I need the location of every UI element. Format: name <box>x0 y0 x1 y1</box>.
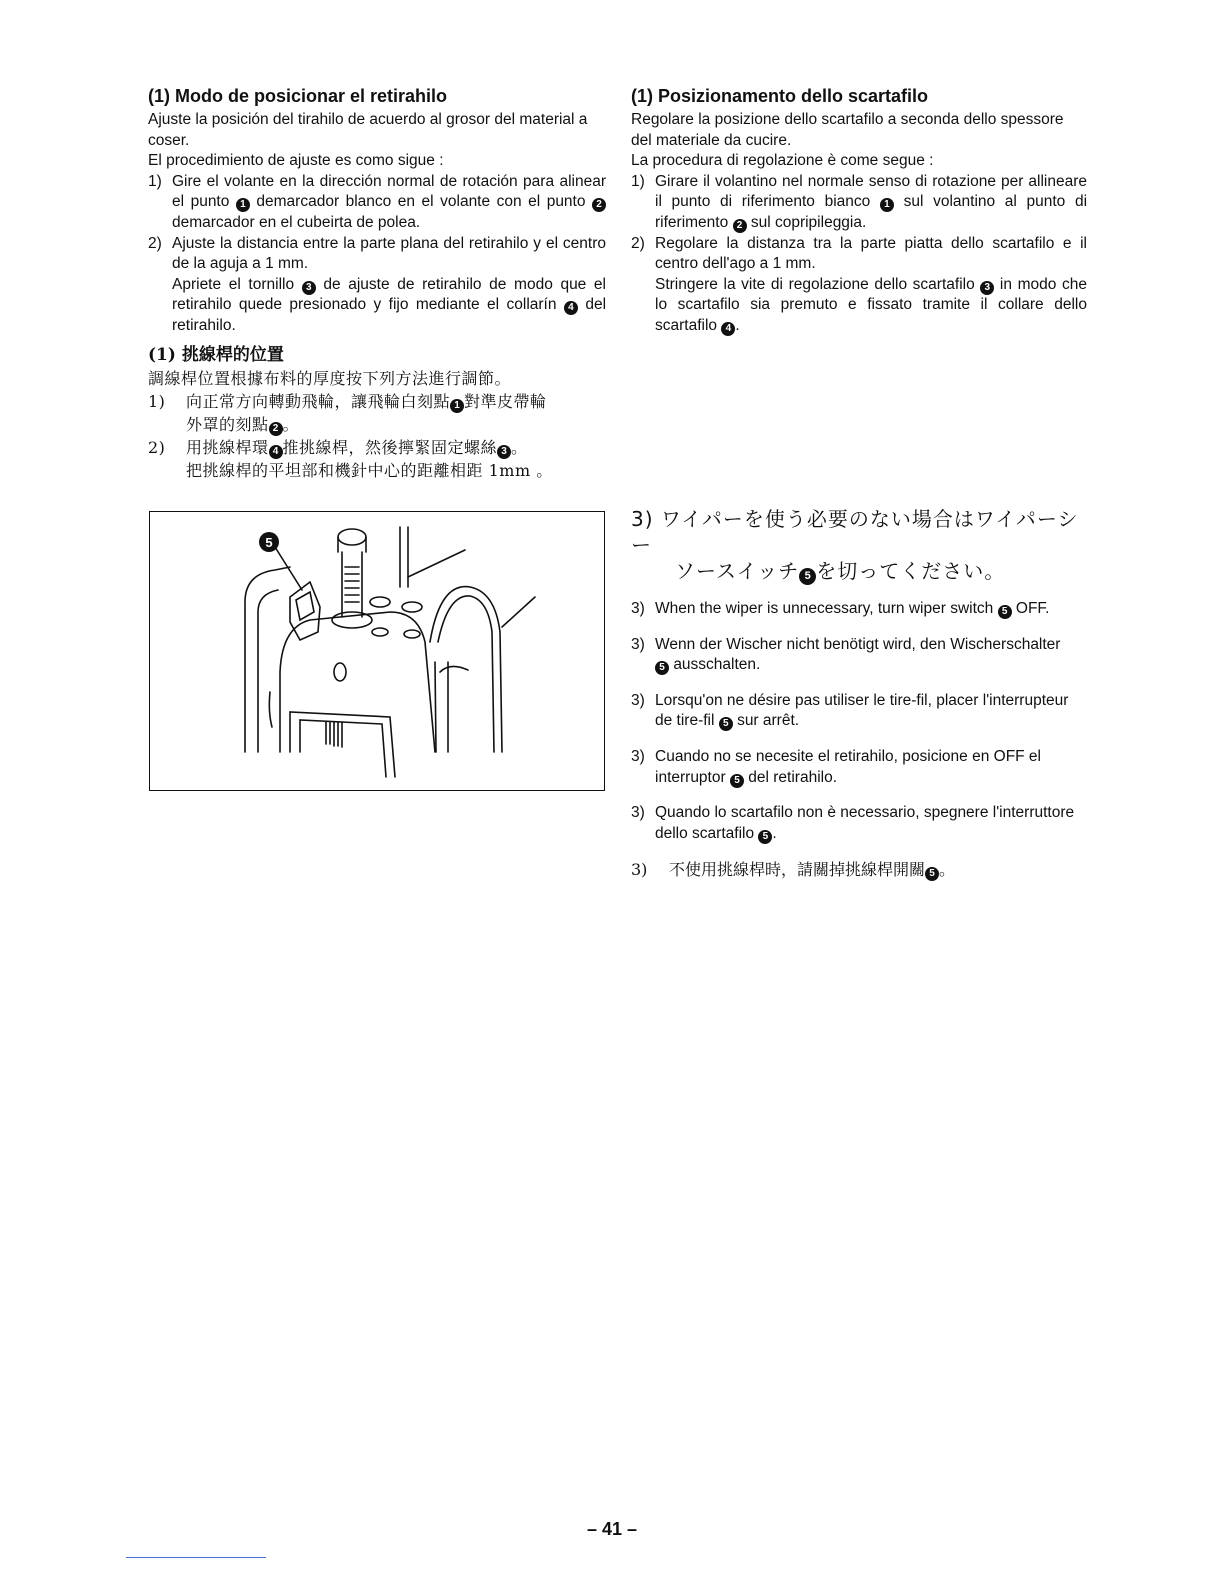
step-text: 3) ワイパーを使う必要のない場合はワイパーシー <box>631 507 1079 557</box>
step-text: del retirahilo. <box>748 768 838 786</box>
step-text: Girare il volantino nel normale senso di rotazione per allineare il punto di riferimento bianco <box>655 172 1087 211</box>
marker-3-icon: 3 <box>980 281 994 295</box>
step-text: de ajuste de retirahilo de modo que el retirahilo quede presionado y fijo mediante el collarín <box>172 275 606 314</box>
step-text: 。 <box>282 414 300 434</box>
japanese-step-3 <box>631 506 1089 585</box>
step-text: sur arrêt. <box>737 712 800 730</box>
step-text: in modo che lo scartafilo sia premuto e fissato tramite il collare dello scartafilo <box>655 275 1087 334</box>
step-text: 。 <box>511 437 528 457</box>
step-text: 外罩的刻點 <box>186 414 269 434</box>
step-text: 。 <box>939 860 956 880</box>
italian-step-1 <box>631 172 1087 234</box>
italian-heading: (1) Posizionamento dello scartafilo <box>631 86 929 106</box>
machine-head-drawing <box>150 512 604 790</box>
step-text: Ajuste la distancia entre la parte plana del retirahilo y el centro de la aguja a 1 mm. <box>172 234 606 273</box>
spanish-step-2 <box>148 234 606 337</box>
step-text: Cuando no se necesite el retirahilo, posicione en OFF el interruptor <box>655 747 1041 786</box>
step-text: . <box>772 824 777 842</box>
marker-4-icon: 4 <box>721 322 735 336</box>
italian-intro: Regolare la posizione dello scartafilo a seconda dello spessore del materiale da cucire. <box>631 111 1064 149</box>
chinese-step-1 <box>148 390 606 436</box>
step-text: 推挑線桿，然後擰緊固定螺絲 <box>282 437 498 457</box>
step-number: 1) <box>148 172 162 190</box>
step-number: 2) <box>148 437 166 457</box>
step3-section <box>631 506 1089 881</box>
marker-5-icon: 5 <box>925 867 939 881</box>
step-text: Apriete el tornillo <box>172 275 295 293</box>
step-number: 3) <box>631 635 645 653</box>
spanish-heading: (1) Modo de posicionar el retirahilo <box>148 86 448 106</box>
step-text: sul volantino al punto di riferimento <box>655 193 1088 231</box>
step-text: ausschalten. <box>673 656 761 674</box>
step-text: 把挑線桿的平坦部和機針中心的距離相距 1mm 。 <box>186 460 553 480</box>
step-number: 2) <box>631 234 645 252</box>
marker-2-icon: 2 <box>269 422 283 436</box>
italian-step-2 <box>631 234 1087 337</box>
step-text: del retirahilo. <box>172 296 607 334</box>
marker-5-icon: 5 <box>730 774 744 788</box>
step-number: 3) <box>631 804 645 822</box>
figure-callout-5: 5 <box>265 535 273 550</box>
step-number: 3) <box>631 691 645 709</box>
chinese-section <box>148 343 606 482</box>
step-number: 3) <box>631 747 645 765</box>
step-text: Regolare la distanza tra la parte piatta dello scartafilo e il centro dell'ago a 1 mm. <box>655 234 1087 273</box>
page-number: – 41 – <box>586 1519 638 1539</box>
step-text: Stringere la vite di regolazione dello scartafilo <box>655 275 975 293</box>
step-text: 不使用挑線桿時，請關掉挑線桿開關 <box>669 860 926 880</box>
step-text: sul copripileggia. <box>750 213 867 231</box>
italian-procedure: La procedura di regolazione è come segue : <box>631 152 934 170</box>
spanish-step-1 <box>148 172 606 234</box>
step-text: Wenn der Wischer nicht benötigt wird, den Wischerschalter <box>655 635 1061 653</box>
chinese-step-3 <box>631 859 1089 881</box>
marker-2-icon: 2 <box>733 219 747 233</box>
step-text: 用挑線桿環 <box>186 437 269 457</box>
step-text: Lorsqu'on ne désire pas utiliser le tire-fil, placer l'interrupteur de tire-fil <box>655 691 1069 730</box>
marker-5-icon: 5 <box>655 661 669 675</box>
step-text: ソースイッチ <box>675 559 800 583</box>
chinese-intro: 調線桿位置根據布料的厚度按下列方法進行調節。 <box>148 368 512 388</box>
step-text: OFF. <box>1015 600 1050 617</box>
step-number: 1) <box>631 172 645 190</box>
chinese-heading: (1) 挑線桿的位置 <box>148 344 284 365</box>
step-text: demarcador en el cubeirta de polea. <box>172 213 421 231</box>
step-text: . <box>735 316 740 334</box>
marker-4-icon: 4 <box>564 301 578 315</box>
step-number: 3) <box>631 860 648 880</box>
step-text: demarcador blanco en el volante con el punto <box>256 193 586 211</box>
step-text: を切ってください。 <box>816 559 1006 583</box>
marker-5-icon: 5 <box>719 717 733 731</box>
step-text: Quando lo scartafilo non è necessario, spegnere l'interruttore dello scartafilo <box>655 804 1075 842</box>
step-text: When the wiper is unnecessary, turn wiper switch <box>655 600 994 617</box>
step-text: Gire el volante en la dirección normal de rotación para alinear el punto <box>172 172 606 211</box>
english-step-3 <box>631 599 1089 620</box>
marker-4-icon: 4 <box>269 445 283 459</box>
step-number: 3) <box>631 600 645 617</box>
marker-1-icon: 1 <box>450 399 464 413</box>
marker-3-icon: 3 <box>302 281 316 295</box>
wiper-switch-illustration <box>149 511 605 791</box>
marker-1-icon: 1 <box>880 198 894 212</box>
marker-5-icon: 5 <box>799 568 816 585</box>
spanish-section <box>148 84 606 482</box>
french-step-3 <box>631 691 1089 732</box>
german-step-3 <box>631 635 1089 676</box>
chinese-step-2 <box>148 436 606 482</box>
marker-5-icon: 5 <box>998 605 1012 619</box>
footer-divider <box>126 1557 266 1558</box>
spanish-step-3 <box>631 747 1089 788</box>
italian-step-3 <box>631 803 1089 844</box>
marker-1-icon: 1 <box>236 198 250 212</box>
spanish-intro: Ajuste la posición del tirahilo de acuerdo al grosor del material a coser. <box>148 111 588 149</box>
marker-2-icon: 2 <box>592 198 606 212</box>
step-number: 2) <box>148 234 162 252</box>
step-text: 向正常方向轉動飛輪，讓飛輪白刻點 <box>186 391 451 411</box>
marker-5-icon: 5 <box>758 830 772 844</box>
step-text: 對準皮帶輪 <box>464 391 547 411</box>
marker-3-icon: 3 <box>497 445 511 459</box>
italian-section <box>631 84 1087 337</box>
spanish-procedure: El procedimiento de ajuste es como sigue : <box>148 152 444 170</box>
step-number: 1) <box>148 391 166 411</box>
